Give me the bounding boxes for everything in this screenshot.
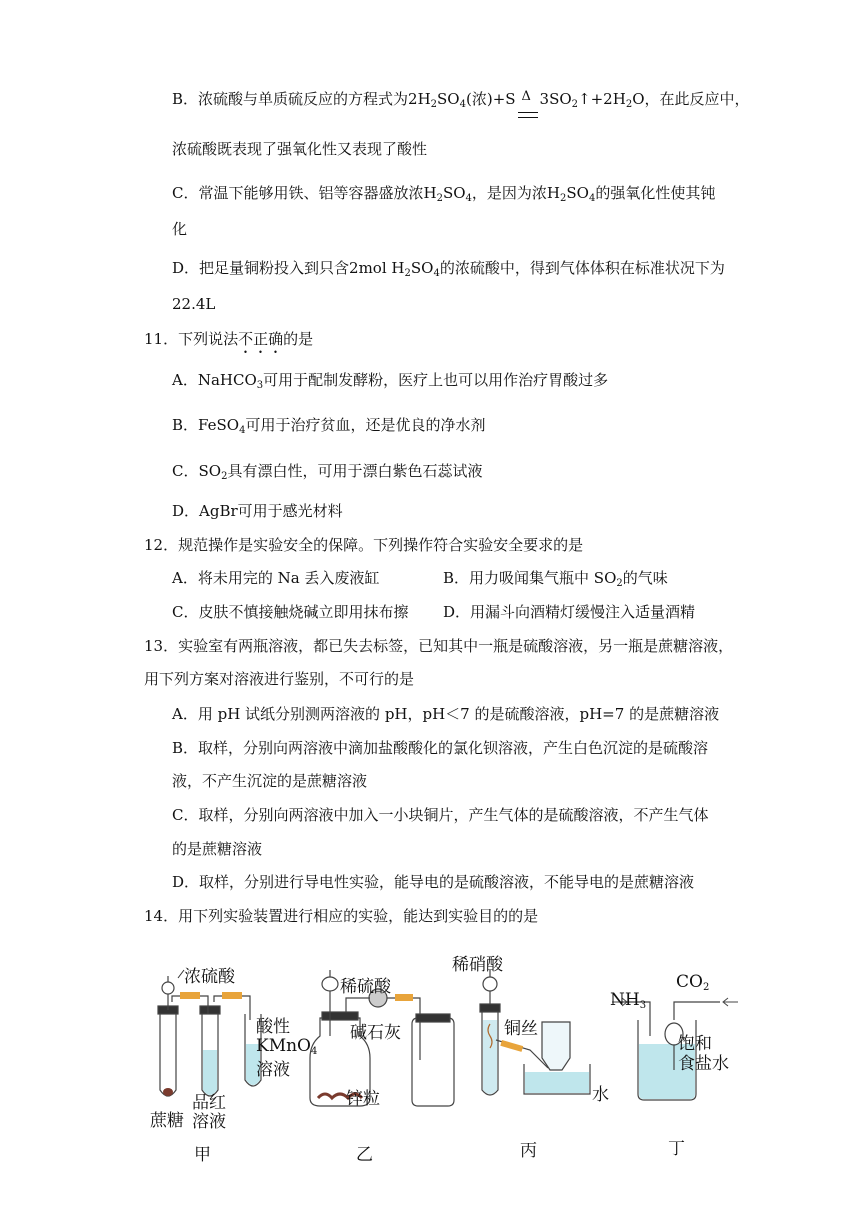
label-dilute-nitric-acid: 稀硝酸 <box>452 955 503 975</box>
emphasis-not-correct: 不正确 <box>238 330 284 348</box>
q13-option-b-line1: B．取样，分别向两溶液中滴加盐酸酸化的氯化钡溶液，产生白色沉淀的是硫酸溶 <box>172 739 709 757</box>
label-saturated-brine: 饱和 食盐水 <box>678 1034 729 1074</box>
label-soda-lime: 碱石灰 <box>350 1023 401 1043</box>
q12-stem: 12．规范操作是实验安全的保障。下列操作符合实验安全要求的是 <box>144 536 584 554</box>
q11-option-a: A．NaHCO$_3$可用于配制发酵粉，医疗上也可以用作治疗胃酸过多 <box>172 371 609 391</box>
label-water: 水 <box>592 1085 609 1105</box>
q11-option-b: B．FeSO$_4$可用于治疗贫血，还是优良的净水剂 <box>172 416 486 436</box>
label-acidic-kmno4: 酸性 KMnO$_4$ 溶液 <box>256 1017 318 1080</box>
q12-option-d: D．用漏斗向酒精灯缓慢注入适量酒精 <box>443 603 696 621</box>
q13-option-d: D．取样，分别进行导电性实验，能导电的是硫酸溶液，不能导电的是蔗糖溶液 <box>172 873 695 891</box>
q13-option-c-line2: 的是蔗糖溶液 <box>172 840 263 858</box>
q13-stem-line1: 13．实验室有两瓶溶液，都已失去标签，已知其中一瓶是硫酸溶液，另一瓶是蔗糖溶液， <box>144 637 734 655</box>
q10-option-b-text: B．浓硫酸与单质硫反应的方程式为 <box>172 90 409 108</box>
label-co2: $CO_2$ <box>676 972 710 993</box>
q10-option-b-line2: 浓硫酸既表现了强氧化性又表现了酸性 <box>172 140 428 158</box>
label-magenta-solution: 品红 溶液 <box>192 1093 226 1132</box>
q12-option-a: A．将未用完的 Na 丢入废液缸 <box>172 569 380 587</box>
equals-sign <box>518 112 538 118</box>
q14-apparatus-figure <box>150 940 750 1140</box>
figure-label-ding: 丁 <box>668 1139 685 1159</box>
q13-option-a: A．用 pH 试纸分别测两溶液的 pH，pH＜7 的是硫酸溶液，pH=7 的是蔗糖溶液 <box>172 705 720 723</box>
label-nh3: $NH_3$ <box>610 990 647 1011</box>
apparatus-jia <box>158 976 261 1096</box>
label-dilute-sulfuric-acid: 稀硫酸 <box>340 977 391 997</box>
label-concentrated-sulfuric-acid: 浓硫酸 <box>184 967 235 987</box>
q12-option-b: B．用力吸闻集气瓶中 $SO_2$的气味 <box>443 569 668 589</box>
h2so4-formula: $H_2SO_4$ <box>546 184 596 204</box>
q10-option-d-line1: D．把足量铜粉投入到只含2mol $H_2SO_4$的浓硫酸中，得到气体体积在标准状况下为 <box>172 259 725 279</box>
q13-option-b-line2: 液，不产生沉淀的是蔗糖溶液 <box>172 772 368 790</box>
q14-stem: 14．用下列实验装置进行相应的实验，能达到实验目的的是 <box>144 907 539 925</box>
q10-option-b-line1: B．浓硫酸与单质硫反应的方程式为$2H_2SO_4$(浓)+S Δ $3SO_2↑+2H_2O$，在此反应中， <box>172 88 750 116</box>
arrow-icon <box>723 998 738 1006</box>
q12-option-c: C．皮肤不慎接触烧碱立即用抹布擦 <box>172 603 409 621</box>
h2so4-formula: $H_2SO_4$ <box>423 184 472 204</box>
label-zinc-granules: 锌粒 <box>346 1089 380 1109</box>
q13-option-c-line1: C．取样，分别向两溶液中加入一小块铜片，产生气体的是硫酸溶液，不产生气体 <box>172 806 709 824</box>
label-copper-wire: 铜丝 <box>504 1019 538 1039</box>
q11-option-c: C．$SO_2$具有漂白性，可用于漂白紫色石蕊试液 <box>172 462 483 482</box>
q10-option-d-line2: 22.4L <box>172 295 216 313</box>
q11-stem: 11．下列说法不正确的是 <box>144 330 314 348</box>
figure-label-yi: 乙 <box>356 1145 373 1165</box>
figure-label-jia: 甲 <box>194 1145 211 1165</box>
heat-delta-symbol: Δ <box>521 89 531 104</box>
figure-label-bing: 丙 <box>520 1141 537 1161</box>
q11-option-d: D．AgBr可用于感光材料 <box>172 502 343 520</box>
label-sugar: 蔗糖 <box>150 1111 184 1131</box>
q10-option-b-equation: $2H_2SO_4$(浓)+S Δ $3SO_2↑+2H_2O$ <box>408 90 644 108</box>
q13-stem-line2: 用下列方案对溶液进行鉴别，不可行的是 <box>144 670 415 688</box>
q10-option-c-line2: 化 <box>172 220 188 238</box>
q10-option-c-line1: C．常温下能够用铁、铝等容器盛放浓$H_2SO_4$，是因为浓$H_2SO_4$的强氧化性使其钝 <box>172 184 716 204</box>
